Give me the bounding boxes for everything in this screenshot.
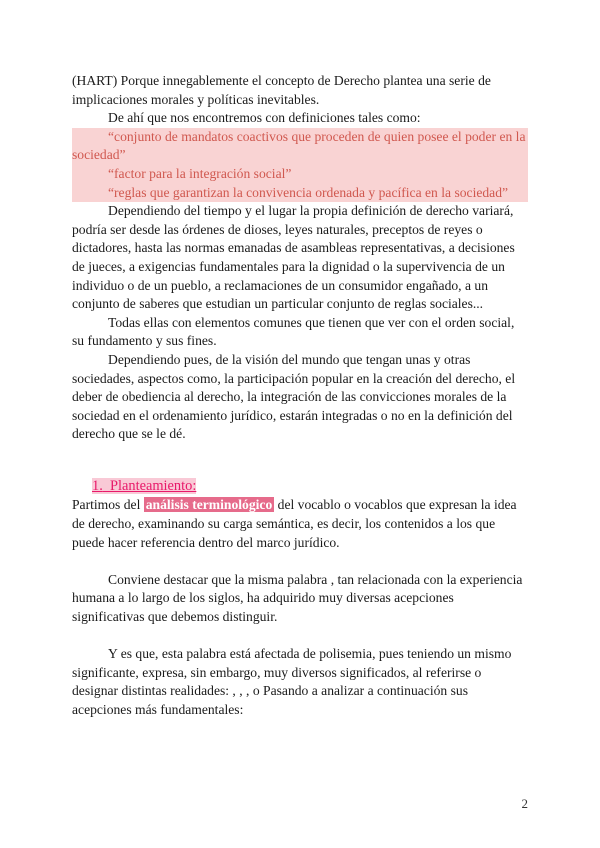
paragraph-same-word: Conviene destacar que la misma palabra , tan relacionada con la experiencia humana a lo largo de los siglos, ha adquirido muy diversas acepciones significativas que debemos distinguir. — [72, 571, 523, 625]
paragraph-polysemy: Y es que, esta palabra está afectada de polisemia, pues teniendo un mismo significante, expresa, sin embargo, muy diversos significados, al referirse o designar distintas realidades: , , , o Pasando a analizar a continuación sus acepciones más fundamentales: — [72, 646, 512, 717]
spacer — [72, 444, 528, 463]
section-title: Planteamiento: — [110, 478, 197, 495]
paragraph-hart: (HART) Porque innegablemente el concepto de Derecho plantea una serie de implicaciones morales y políticas inevitables. — [72, 73, 491, 107]
highlighted-term-badge: análisis terminológico — [145, 497, 273, 513]
paragraph-rest-text: del vocablo o vocablos que expresan la idea de derecho, examinando su carga semántica, es decir, los contenidos a los que puede hacer referencia dentro del marco jurídico. — [72, 497, 517, 550]
spacer — [72, 552, 528, 571]
spacer — [72, 627, 528, 646]
page-number: 2 — [521, 796, 528, 811]
document-page — [72, 72, 528, 720]
highlighted-quote-1: “conjunto de mandatos coactivos que proceden de quien posee el poder en la sociedad” — [72, 128, 528, 165]
paragraph-time-place: Dependiendo del tiempo y el lugar la propia definición de derecho variará, podría ser desde las órdenes de dioses, leyes naturales, preceptos de reyes o dictadores, hasta las normas emanadas de asambleas representativas, a decisiones de jueces, a exigencias fundamentales para la dignidad o la supervivencia de un individuo o de un pueblo, a reclamaciones de un consumidor engañado, a un conjunto de saberes que estudian un particular conjunto de reglas sociales... — [72, 203, 515, 312]
section-heading — [92, 476, 528, 496]
highlighted-quote-2: “factor para la integración social” — [72, 165, 528, 184]
paragraph-common-elements: Todas ellas con elementos comunes que tienen que ver con el orden social, su fundamento y sus fines. — [72, 314, 515, 349]
paragraph-worldview: Dependiendo pues, de la visión del mundo que tengan unas y otras sociedades, aspectos como, la participación popular en la creación del derecho, el deber de obediencia al derecho, la integración de las convicciones morales de la sociedad en el ordenamiento jurídico, estarán integradas o no en la definición del derecho que se le dé. — [72, 351, 516, 442]
paragraph-definitions-intro: De ahí que nos encontremos con definiciones tales como: — [108, 110, 421, 126]
paragraph-terminological-analysis — [72, 496, 528, 552]
paragraph-start-text: Partimos del — [72, 497, 144, 513]
section-number: 1. — [92, 478, 103, 495]
highlighted-quote-3: “reglas que garantizan la convivencia ordenada y pacífica en la sociedad” — [72, 184, 528, 203]
